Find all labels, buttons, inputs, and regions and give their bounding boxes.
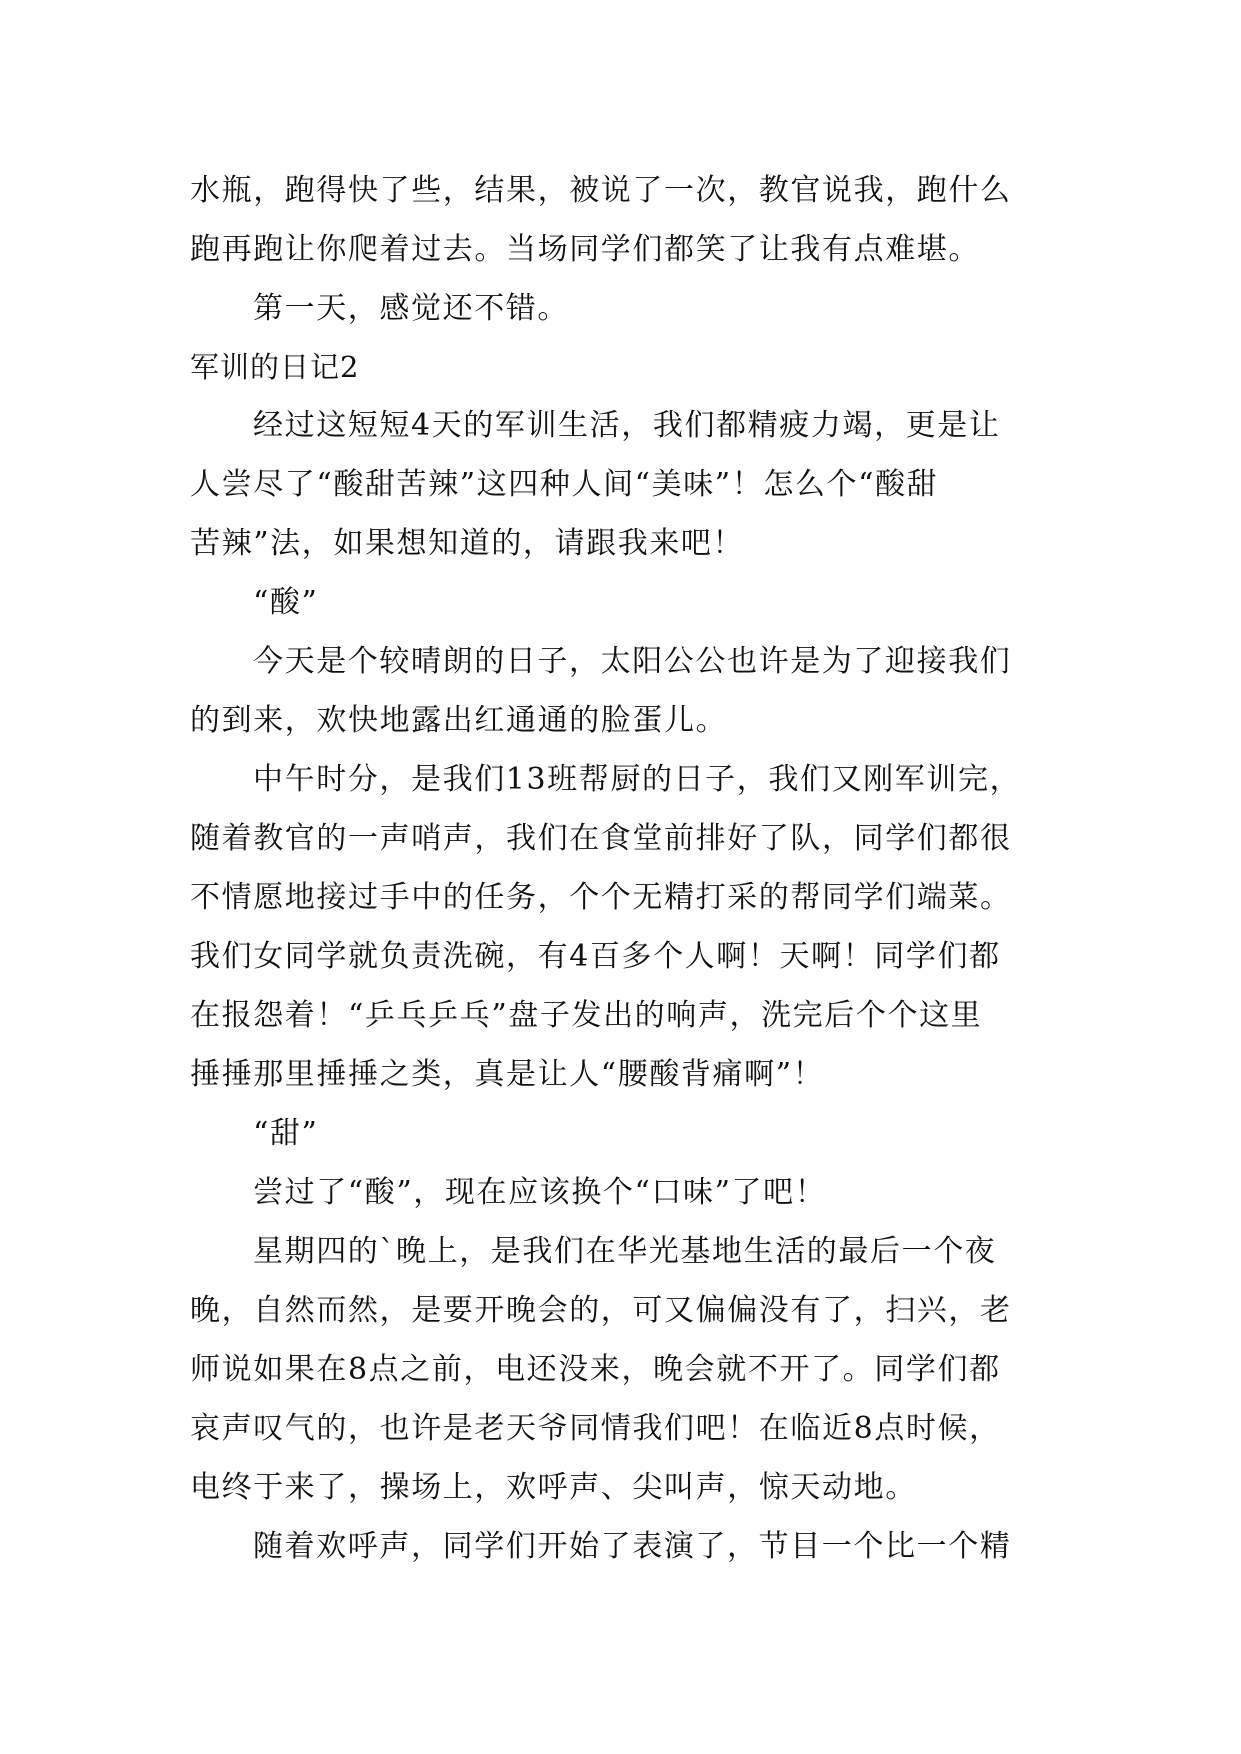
document-body [190, 161, 1060, 1576]
section-title: 军训的日记2 [190, 350, 360, 384]
text-line: “甜” [253, 1116, 319, 1151]
text-line: 师说如果在8点之前，电还没来，晚会就不开了。同学们都 [190, 1352, 1001, 1387]
text-line: 苦辣”法，如果想知道的，请跟我来吧！ [190, 526, 745, 561]
text-line: 中午时分，是我们13班帮厨的日子，我们又刚军训完， [253, 762, 1022, 797]
text-line: 经过这短短4天的军训生活，我们都精疲力竭，更是让 [253, 408, 1001, 443]
text-line: 人尝尽了“酸甜苦辣”这四种人间“美味”！怎么个“酸甜 [190, 467, 939, 502]
text-line: 今天是个较晴朗的日子，太阳公公也许是为了迎接我们 [253, 644, 1012, 679]
text-line: 随着教官的一声哨声，我们在食堂前排好了队，同学们都很 [190, 821, 1012, 856]
text-line: 捶捶那里捶捶之类，真是让人“腰酸背痛啊”！ [190, 1057, 825, 1092]
text-line: 在报怨着！“乒乓乒乓”盘子发出的响声，洗完后个个这里 [190, 998, 983, 1033]
text-line: 水瓶，跑得快了些，结果，被说了一次，教官说我，跑什么 [190, 173, 1012, 208]
text-line: 的到来，欢快地露出红通通的脸蛋儿。 [190, 703, 728, 738]
text-line: 我们女同学就负责洗碗，有4百多个人啊！天啊！同学们都 [190, 939, 1001, 974]
text-line: 哀声叹气的，也许是老天爷同情我们吧！在临近8点时候， [190, 1411, 1001, 1446]
text-line: “酸” [253, 585, 319, 620]
text-line: 尝过了“酸”，现在应该换个“口味”了吧！ [253, 1175, 827, 1210]
text-line: 不情愿地接过手中的任务，个个无精打采的帮同学们端菜。 [190, 880, 1012, 915]
text-line: 电终于来了，操场上，欢呼声、尖叫声，惊天动地。 [190, 1470, 917, 1505]
text-line: 星期四的`晚上，是我们在华光基地生活的最后一个夜 [253, 1234, 997, 1269]
text-line: 跑再跑让你爬着过去。当场同学们都笑了让我有点难堪。 [190, 232, 980, 267]
text-line: 晚，自然而然，是要开晚会的，可又偏偏没有了，扫兴，老 [190, 1293, 1012, 1328]
text-line: 随着欢呼声，同学们开始了表演了，节目一个比一个精 [253, 1529, 1012, 1564]
text-line: 第一天，感觉还不错。 [253, 291, 569, 326]
